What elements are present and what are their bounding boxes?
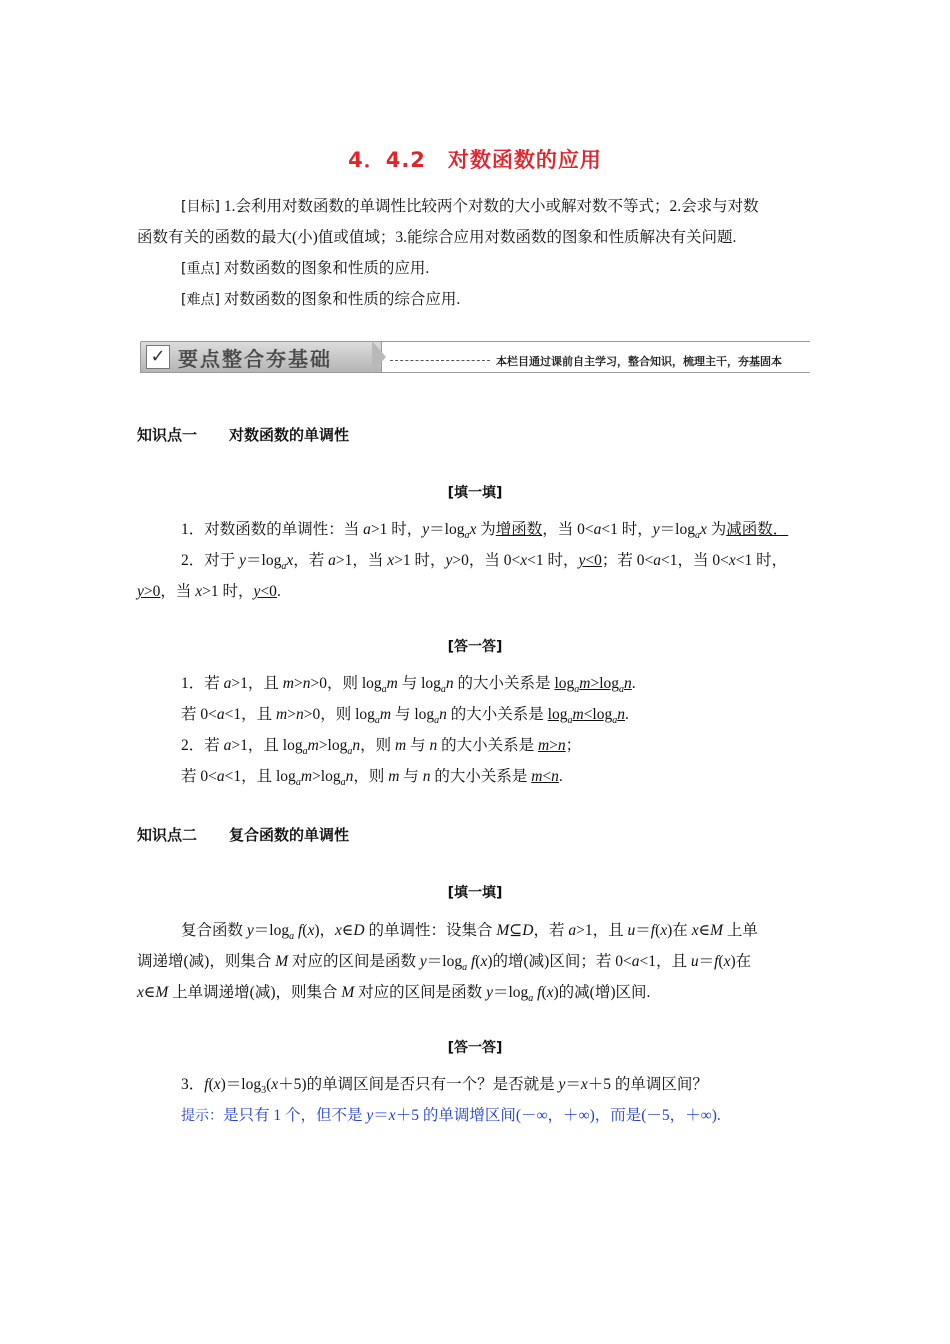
key-line: [重点] 对数函数的图象和性质的应用. [181,260,430,277]
fill2-line1: 复合函数 $y=\log_a$ f(x)，x∈D 的单调性：设集合 M⊆D，若 a>1，且 u＝f(x)在 x∈M 上单 [181,922,758,943]
hard-tag: [难点] [181,292,220,308]
answer1-line1: 1．若 a>1，且 m>n>0，则 $\log_am$ 与 $\log_an$ 的大小关系是 $\log_am>\log_an$. [181,675,636,696]
section2-fill-label: [填一填] [447,885,503,901]
section-banner [140,341,810,373]
answer1-line3: 2．若 a>1，且 $\log_am>\log_an$，则 m 与 n 的大小关系是 m>n； [181,737,582,758]
hint-line: 提示：是只有 1 个，但不是 y＝x＋5 的单调增区间(－∞，＋∞)，而是(－5，＋∞). [181,1107,721,1124]
banner-title: 要点整合夯基础 [178,347,332,371]
goal-tag: [目标] [181,199,220,215]
fill2-line2: 调递增(减)，则集合 M 对应的区间是函数 $y=\log_a$ f(x)的增(减)区间；若 0<a<1，且 u＝f(x)在 [137,953,752,974]
goal-line-1: [目标] 1.会利用对数函数的单调性比较两个对数的大小或解对数不等式；2.会求与对数 [181,198,759,215]
page-title: 4．4.2 对数函数的应用 [348,148,602,172]
check-icon: ✓ [146,345,170,369]
banner-note: 本栏目通过课前自主学习，整合知识，梳理主干，夯基固本 [496,355,782,368]
fill1-line3: y>0，当 x>1 时，y<0. [137,583,281,600]
fill1-line2: 2．对于 $y=\log_ax$，若 a>1，当 x>1 时，y>0，当 0<x<1 时，y<0；若 0<a<1，当 0<x<1 时， [181,552,788,573]
question3-line: 3．$f(x)=\log_3(x+5)$的单调区间是否只有一个？是否就是 y＝x＋5 的单调区间？ [181,1076,708,1097]
section1-fill-label: [填一填] [447,485,503,501]
hard-line: [难点] 对数函数的图象和性质的综合应用. [181,291,461,308]
hint-label: 提示： [181,1108,223,1124]
fill1-line1: 1．对数函数的单调性：当 a>1 时，$y=\log_ax$ 为增函数，当 0<a<1 时，$y=\log_ax$ 为减函数． [181,521,789,542]
key-tag: [重点] [181,261,220,277]
answer1-line4: 若 0<a<1，且 $\log_am>\log_an$，则 m 与 n 的大小关系是 m<n. [181,768,563,789]
section2-answer-label: [答一答] [447,1040,503,1056]
section1-answer-label: [答一答] [447,639,503,655]
section2-heading: 知识点二 复合函数的单调性 [137,826,350,844]
section1-heading: 知识点一 对数函数的单调性 [137,426,350,444]
answer1-line2: 若 0<a<1，且 m>n>0，则 $\log_am$ 与 $\log_an$ 的大小关系是 $\log_am<\log_an$. [181,706,629,727]
goal-line-2: 函数有关的函数的最大(小)值或值域；3.能综合应用对数函数的图象和性质解决有关问题. [137,229,737,246]
fill2-line3: x∈M 上单调递增(减)，则集合 M 对应的区间是函数 $y=\log_a$ f(x)的减(增)区间. [137,984,651,1005]
